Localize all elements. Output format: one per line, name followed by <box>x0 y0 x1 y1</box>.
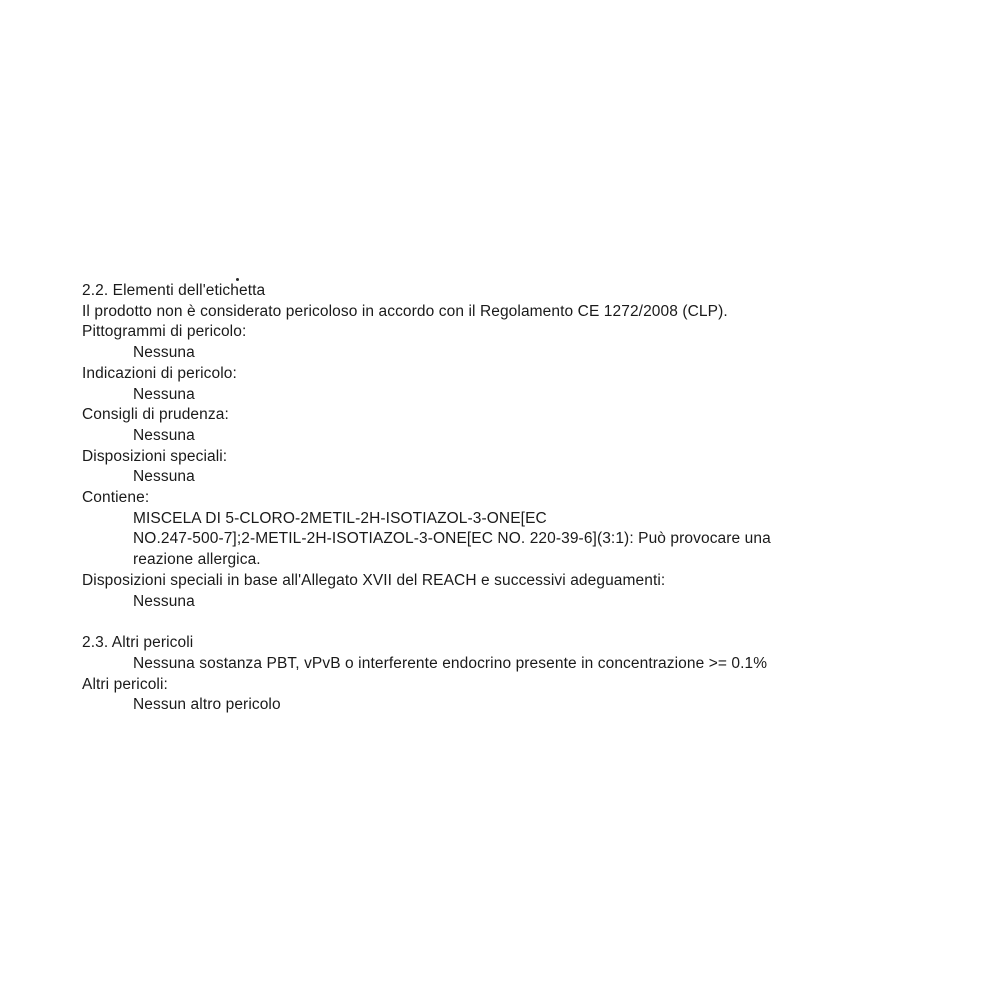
value-pittogrammi-nessuna: Nessuna <box>133 344 195 362</box>
value-indicazioni-nessuna: Nessuna <box>133 385 195 403</box>
label-indicazioni-di-pericolo: Indicazioni di pericolo: <box>82 364 237 382</box>
value-altri-pericoli: Nessun altro pericolo <box>133 696 281 714</box>
section-2-3-heading: 2.3. Altri pericoli <box>82 634 194 652</box>
label-contiene: Contiene: <box>82 489 150 507</box>
label-consigli-di-prudenza: Consigli di prudenza: <box>82 406 229 424</box>
pbt-statement: Nessuna sostanza PBT, vPvB o interferente endocrino presente in concentrazione >= 0.1% <box>133 654 768 672</box>
label-disposizioni-speciali: Disposizioni speciali: <box>82 447 228 465</box>
section-gap <box>82 612 932 633</box>
text-block <box>82 281 932 716</box>
label-pittogrammi-di-pericolo: Pittogrammi di pericolo: <box>82 323 247 341</box>
clp-statement: Il prodotto non è considerato pericoloso in accordo con il Regolamento CE 1272/2008 (CLP). <box>82 302 728 320</box>
value-disposizioni-nessuna: Nessuna <box>133 468 195 486</box>
value-allegato-nessuna: Nessuna <box>133 592 195 610</box>
contiene-substance-line-3: reazione allergica. <box>133 551 261 569</box>
contiene-substance-line-1: MISCELA DI 5-CLORO-2METIL-2H-ISOTIAZOL-3-ONE[EC <box>133 509 547 527</box>
value-consigli-nessuna: Nessuna <box>133 426 195 444</box>
label-altri-pericoli: Altri pericoli: <box>82 675 168 693</box>
label-disposizioni-allegato-xvii: Disposizioni speciali in base all'Allegato XVII del REACH e successivi adeguamenti: <box>82 571 666 589</box>
section-2-2-heading: 2.2. Elementi dell'etichetta <box>82 282 266 299</box>
contiene-substance-line-2: NO.247-500-7];2-METIL-2H-ISOTIAZOL-3-ONE[EC NO. 220-39-6](3:1): Può provocare una <box>133 530 771 548</box>
